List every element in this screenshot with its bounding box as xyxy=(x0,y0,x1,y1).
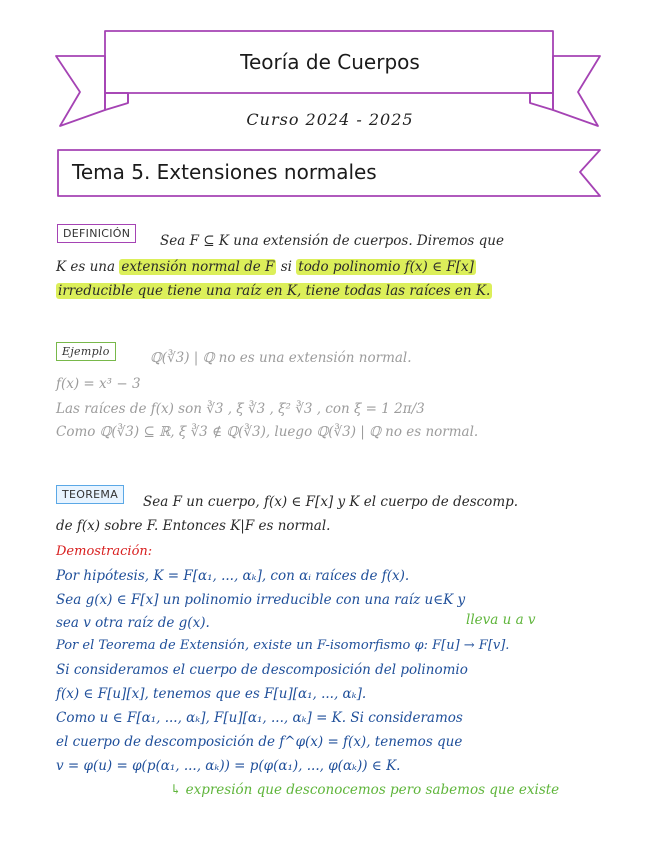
definicion-line-2 xyxy=(56,259,476,275)
demo-line-7: Como u ∈ F[α₁, ..., αₖ], F[u][α₁, ..., αₖ] = K. Si consideramos xyxy=(56,710,463,726)
tema-title: Tema 5. Extensiones normales xyxy=(72,160,377,184)
ejemplo-line-1: ℚ(∛3) | ℚ no es una extensión normal. xyxy=(150,350,412,366)
definicion-line-2-mid: si xyxy=(280,259,292,275)
definicion-highlight-3: irreducible que tiene una raíz en K, tiene todas las raíces en K. xyxy=(58,283,491,299)
demo-line-3: sea v otra raíz de g(x). xyxy=(56,615,210,631)
ribbon-left-tail xyxy=(56,56,105,126)
teorema-line-1: Sea F un cuerpo, f(x) ∈ F[x] y K el cuerpo de descomp. xyxy=(143,494,519,510)
demo-line-8: el cuerpo de descomposición de f^φ(x) = f(x), tenemos que xyxy=(56,734,463,750)
demo-line-6: f(x) ∈ F[u][x], tenemos que es F[u][α₁, ..., αₖ]. xyxy=(56,686,367,702)
page-title: Teoría de Cuerpos xyxy=(240,50,420,74)
ejemplo-line-3: Las raíces de f(x) son ∛3 , ξ ∛3 , ξ² ∛3 , con ξ = 1 2π/3 xyxy=(56,401,425,417)
note-map: lleva u a v xyxy=(466,612,536,628)
definicion-highlight-2: todo polinomio f(x) ∈ F[x] xyxy=(298,259,474,275)
ribbon-right-tail xyxy=(553,56,600,126)
definicion-highlight-1: extensión normal de F xyxy=(121,259,275,275)
course-year: Curso 2024 - 2025 xyxy=(246,110,414,129)
ejemplo-tag: Ejemplo xyxy=(56,342,116,361)
ejemplo-line-4: Como ℚ(∛3) ⊆ ℝ, ξ ∛3 ∉ ℚ(∛3), luego ℚ(∛3) | ℚ no es normal. xyxy=(56,424,479,440)
demo-line-1: Por hipótesis, K = F[α₁, ..., αₖ], con αᵢ raíces de f(x). xyxy=(56,568,410,584)
demo-line-2: Sea g(x) ∈ F[x] un polinomio irreducible con una raíz u∈K y xyxy=(56,592,466,608)
definicion-tag: DEFINICIÓN xyxy=(57,224,136,243)
demostracion-label: Demostración: xyxy=(56,544,153,559)
note-expression: ↳ expresión que desconocemos pero sabemos que existe xyxy=(170,782,560,798)
ejemplo-line-2: f(x) = x³ − 3 xyxy=(56,376,141,392)
teorema-line-2: de f(x) sobre F. Entonces K|F es normal. xyxy=(56,518,331,534)
definicion-line-3 xyxy=(56,283,492,299)
definicion-line-1: Sea F ⊆ K una extensión de cuerpos. Diremos que xyxy=(160,233,504,249)
demo-line-5: Si consideramos el cuerpo de descomposición del polinomio xyxy=(56,662,468,678)
demo-line-9: v = φ(u) = φ(p(α₁, ..., αₖ)) = p(φ(α₁), ..., φ(αₖ)) ∈ K. xyxy=(56,758,401,774)
definicion-line-2-pre: K es una xyxy=(56,259,116,275)
demo-line-4: Por el Teorema de Extensión, existe un F-isomorfismo φ: F[u] → F[v]. xyxy=(56,638,510,653)
teorema-tag: TEOREMA xyxy=(56,485,124,504)
